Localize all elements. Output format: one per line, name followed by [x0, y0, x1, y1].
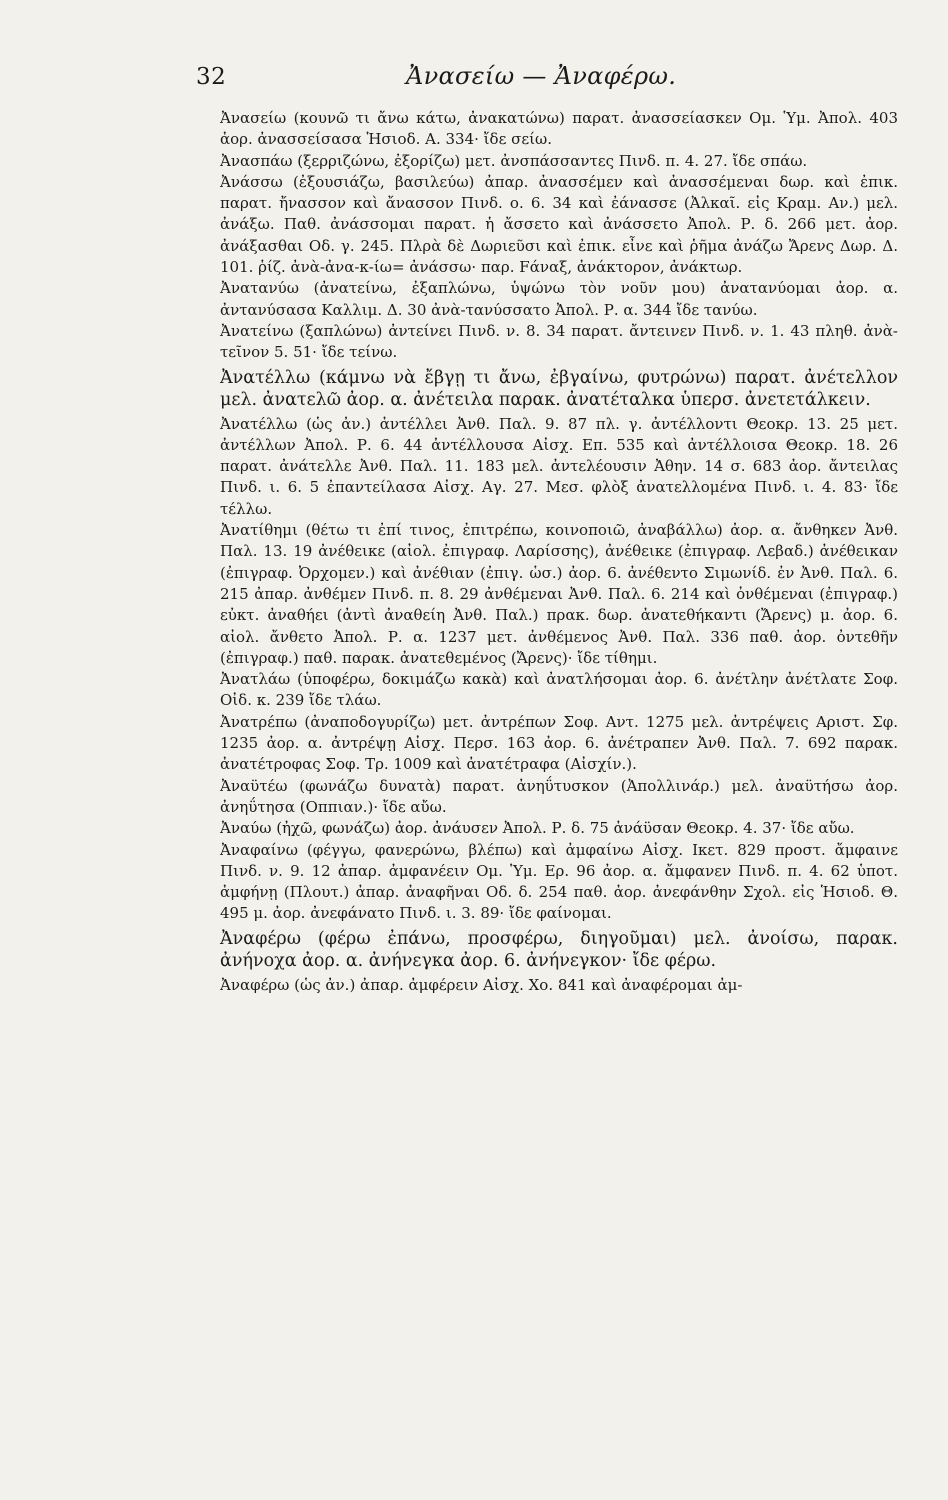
- entry-text: Ἀνατίθημι (θέτω τι ἐπί τινος, ἐπιτρέπω, κοινοποιῶ, ἀναβάλλω) ἀορ. α. ἄνθηκεν Ἀνθ. Παλ. 13. 19 ἀνέθεικε (αἰολ. ἐπιγραφ. Λαρίσσης), ἀνέθεικε (ἐπιγραφ. Λεβαδ.) ἀνέθεικαν (ἐπιγραφ. Ὀρχομεν.) καὶ ἀνέθιαν (ἐπιγ. ὡσ.) ἀορ. 6. ἀνέθεντο Σιμωνίδ. ἐν Ἀνθ. Παλ. 6. 215 ἀπαρ. ἀνθέμεν Πινδ. π. 8. 29 ἀνθέμεναι Ἀνθ. Παλ. 6. 214 καὶ ὀνθέμεναι (ἐπιγραφ.) εὐκτ. ἀναθήει (ἀντὶ ἀναθείη Ἀνθ. Παλ.) πρακ. δωρ. ἀνατεθήκαντι (Ἄρενς) μ. ἀορ. 6. αἰολ. ἄνθετο Ἀπολ. Ρ. α. 1237 μετ. ἀνθέμενος Ἀνθ. Παλ. 336 παθ. ἀορ. ὀντεθῆν (ἐπιγραφ.) παθ. παρακ. ἀνατεθεμένος (Ἄρενς)· ἴδε τίθημι.: [220, 521, 898, 667]
- entry-text: Ἀναφέρω (φέρω ἐπάνω, προσφέρω, διηγοῦμαι) μελ. ἀνοίσω, παρακ. ἀνήνοχα ἀορ. α. ἀνήνεγκα ἀορ. 6. ἀνήνεγκον· ἴδε φέρω.: [220, 928, 898, 972]
- entry-text: Ἀνατρέπω (ἀναποδογυρίζω) μετ. ἀντρέπων Σοφ. Αντ. 1275 μελ. ἀντρέψεις Αριστ. Σφ. 1235 ἀορ. α. ἀντρέψῃ Αἰσχ. Περσ. 163 ἀορ. 6. ἀνέτραπεν Ἀνθ. Παλ. 7. 692 παρακ. ἀνατέτροφας Σοφ. Τρ. 1009 καὶ ἀνατέτραφα (Αἰσχίν.).: [220, 712, 898, 774]
- entry-text: Ἀναφαίνω (φέγγω, φανερώνω, βλέπω) καὶ ἀμφαίνω Αἰσχ. Ικετ. 829 προστ. ἄμφαινε Πινδ. ν. 9. 12 ἀπαρ. ἀμφανέειν Ομ. Ὑμ. Ερ. 96 ἀορ. α. ἄμφανεν Πινδ. π. 4. 62 ὑποτ. ἀμφήνῃ (Πλουτ.) ἀπαρ. ἀναφῆναι Οδ. δ. 254 παθ. ἀορ. ἀνεφάνθην Σχολ. εἰς Ἡσιοδ. Θ. 495 μ. ἀορ. ἀνεφάνατο Πινδ. ι. 3. 89· ἴδε φαίνομαι.: [220, 840, 898, 923]
- entry-anatithemi: [196, 520, 898, 669]
- page-header: [196, 62, 898, 106]
- entry-anaphero-main: [196, 928, 898, 973]
- entry-anatello: [196, 414, 898, 520]
- entry-anatrepo: [196, 712, 898, 776]
- entry-text: Ἀνασείω (κουνῶ τι ἄνω κάτω, ἀνακατώνω) παρατ. ἀνασσείασκεν Ομ. Ὑμ. Ἀπολ. 403 ἀορ. ἀνασσείσασα Ἡσιοδ. Α. 334· ἴδε σείω.: [220, 109, 898, 149]
- entry-ananyo: [196, 278, 898, 321]
- entry-text: Ἀνατανύω (ἀνατείνω, ἐξαπλώνω, ὑψώνω τὸν νοῦν μου) ἀνατανύομαι ἀορ. α. ἀντανύσασα Καλλιμ. Δ. 30 ἀνὰ-τανύσσατο Ἀπολ. Ρ. α. 344 ἴδε τανύω.: [220, 279, 898, 319]
- entry-text: Ἀναϋτέω (φωνάζω δυνατὰ) παρατ. ἀνηΰτυσκον (Ἀπολλινάρ.) μελ. ἀναϋτήσω ἀορ. ἀνηΰτησα (Οππιαν.)· ἴδε αὔω.: [220, 776, 898, 816]
- entry-text: Ἀνατλάω (ὑποφέρω, δοκιμάζω κακὰ) καὶ ἀνατλήσομαι ἀορ. 6. ἀνέτλην ἀνέτλατε Σοφ. Οἰδ. κ. 239 ἴδε τλάω.: [220, 670, 898, 710]
- entry-anatlao: [196, 669, 898, 712]
- entry-anatello-main: [196, 367, 898, 412]
- entry-anaseio: [196, 108, 898, 151]
- entry-text: Ἀνάσσω (ἐξουσιάζω, βασιλεύω) ἀπαρ. ἀνασσέμεν καὶ ἀνασσέμεναι δωρ. καὶ ἐπικ. παρατ. ἤνασσον καὶ ἄνασσον Πινδ. ο. 6. 34 καὶ ἐάνασσε (Ἀλκαῖ. εἰς Κραμ. Αν.) μελ. ἀνάξω. Παθ. ἀνάσσομαι παρατ. ἡ ἄσσετο καὶ ἀνάσσετο Ἀπολ. Ρ. δ. 266 μετ. ἀορ. ἀνάξασθαι Οδ. γ. 245. Πλρὰ δὲ Δωριεῦσι καὶ ἐπικ. εἶνε καὶ ῥῆμα ἀνάζω Ἄρενς Δωρ. Δ. 101. ῥίζ. ἀνὰ-ἀνα-κ-ίω= ἀνάσσω· παρ. Fάναξ, ἀνάκτορον, ἀνάκτωρ.: [220, 172, 898, 277]
- page-number: 32: [196, 64, 227, 90]
- entry-text: Ἀνασπάω (ξερριζώνω, ἐξορίζω) μετ. ἀνσπάσσαντες Πινδ. π. 4. 27. ἴδε σπάω.: [220, 151, 808, 170]
- entry-anauo: [196, 818, 898, 839]
- entry-anaspao: [196, 151, 898, 172]
- entry-anateino: [196, 321, 898, 364]
- entry-anaphero: [196, 975, 898, 996]
- running-head: Ἀνασείω — Ἀναφέρω.: [406, 62, 677, 90]
- entry-anauteo: [196, 776, 898, 819]
- entry-text: Ἀνατείνω (ξαπλώνω) ἀντείνει Πινδ. ν. 8. 34 παρατ. ἄντεινεν Πινδ. ν. 1. 43 πληθ. ἀνὰ-τεῖνον 5. 51· ἴδε τείνω.: [220, 321, 898, 362]
- entry-anasso: [196, 172, 898, 278]
- entry-text: Ἀναύω (ἠχῶ, φωνάζω) ἀορ. ἀνάυσεν Ἀπολ. Ρ. δ. 75 ἀνάϋσαν Θεοκρ. 4. 37· ἴδε αὔω.: [220, 819, 855, 838]
- entry-anaphaino: [196, 840, 898, 925]
- entry-text: Ἀναφέρω (ὡς ἀν.) ἀπαρ. ἀμφέρειν Αἰσχ. Χο. 841 καὶ ἀναφέρομαι ἀμ-: [220, 975, 743, 994]
- entry-text: Ἀνατέλλω (κάμνω νὰ ἔβγῃ τι ἄνω, ἐβγαίνω, φυτρώνω) παρατ. ἀνέτελλον μελ. ἀνατελῶ ἀορ. α. ἀνέτειλα παρακ. ἀνατέταλκα ὑπερσ. ἀνετετάλκειν.: [220, 367, 898, 411]
- dictionary-entries: [196, 108, 898, 996]
- entry-text: Ἀνατέλλω (ὡς ἀν.) ἀντέλλει Ἀνθ. Παλ. 9. 87 πλ. γ. ἀντέλλοντι Θεοκρ. 13. 25 μετ. ἀντέλλων Ἀπολ. Ρ. 6. 44 ἀντέλλουσα Αἰσχ. Επ. 535 καὶ ἀντέλλοισα Θεοκρ. 18. 26 παρατ. ἀνάτελλε Ἀνθ. Παλ. 11. 183 μελ. ἀντελέουσιν Ἀθην. 14 σ. 683 ἀορ. ἄντειλας Πινδ. ι. 6. 5 ἐπαντείλασα Αἰσχ. Αγ. 27. Μεσ. φλὸξ ἀνατελλομένα Πινδ. ι. 4. 83· ἴδε τέλλω.: [220, 414, 898, 518]
